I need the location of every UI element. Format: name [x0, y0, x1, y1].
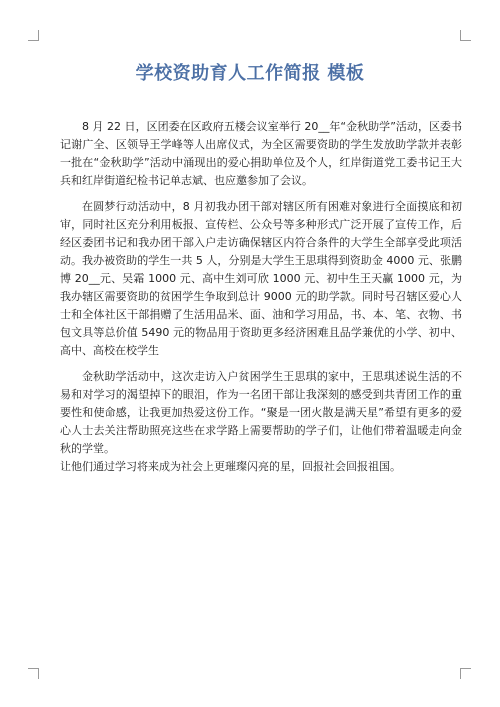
document-body: [60, 118, 462, 476]
crop-mark-bottom-left: [28, 668, 39, 679]
paragraph-1: 8 月 22 日，区团委在区政府五楼会议室举行 20__年“金秋助学”活动，区委书记谢广全、区领导王学峰等人出席仪式，为全区需要资助的学生发放助学款并表彰一批在“金秋助学”活动中涌现出的爱心捐助单位及个人，红岸街道党工委书记王大兵和红岸街道纪检书记单志斌、也应邀参加了会议。: [60, 120, 462, 187]
crop-mark-top-left: [28, 30, 39, 41]
paragraph-2: 在圆梦行动活动中，8 月初我办团干部对辖区所有困难对象进行全面摸底和初审，同时社区充分利用板报、宣传栏、公众号等多种形式广泛开展了宣传工作，后经区委团书记和我办团干部入户走访确保辖区内符合条件的大学生全部享受此项活动。我办被资助的学生一共 5 人，分别是大学生王思琪得到资助金 4000 元、张鹏博 20__元、吴霜 1000 元、高中生刘可欣 1000 元、初中生王天赢 1000 元，为我办辖区需要资助的贫困学生争取到总计 9000 元的助学款。同时号召辖区爱心人士和全体社区干部捐赠了生活用品米、面、油和学习用品，书、本、笔、衣物、书包文具等总价值 5490 元的物品用于资助更多经济困难且品学兼优的小学、初中、高中、高校在校学生: [60, 200, 462, 357]
crop-mark-bottom-right: [460, 668, 471, 679]
document-title: 学校资助育人工作简报 模板: [135, 63, 365, 84]
paragraph-3: 金秋助学活动中，这次走访入户贫困学生王思琪的家中，王思琪述说生活的不易和对学习的渴望掉下的眼泪，作为一名团干部让我深刻的感受到共青团工作的重要性和使命感，让我更加热爱这份工作。“聚是一团火散是满天星”希望有更多的爱心人士去关注帮助照亮这些在求学路上需要帮助的学子们，让他们带着温暖走向金秋的学堂。: [60, 370, 462, 455]
crop-mark-top-right: [460, 30, 471, 41]
paragraph-4: 让他们通过学习将来成为社会上更璀璨闪亮的星，回报社会回报祖国。: [60, 460, 401, 473]
